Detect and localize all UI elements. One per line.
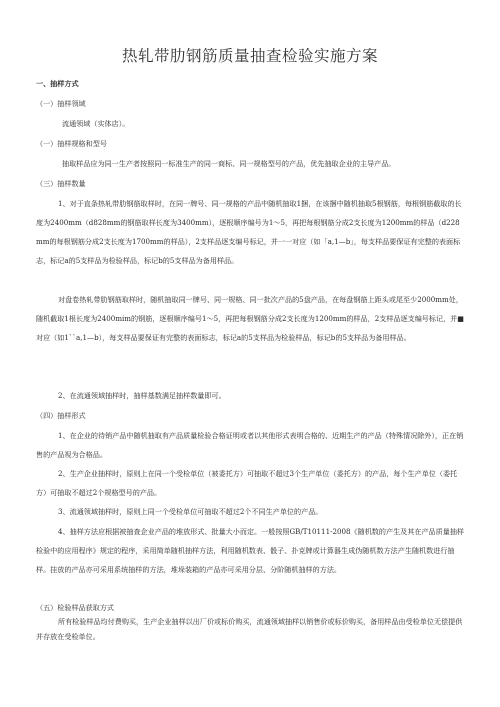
subheading-sampling-form: （四）抽样形式: [36, 411, 86, 420]
subheading-spec-model: （一）抽样规格和型号: [36, 139, 107, 148]
paragraph-form-3: 3、流通领域抽样时，原则上同一个受检单位可抽取不超过2个不同生产单位的产品。: [58, 507, 323, 516]
paragraph-sample-acquisition: 所有检验样品均付费购买，生产企业抽样以出厂价或标价购买，流通领域抽样以销售价或标价购买，备用样品由受检单位无偿提供并存放在受检单位。: [36, 617, 463, 641]
subheading-sample-quantity: （三）抽样数量: [36, 179, 86, 188]
section-heading-sampling-method: 一、抽样方式: [36, 79, 79, 88]
document-title: 热轧带肋钢筋质量抽查检验实施方案: [121, 47, 378, 65]
paragraph-field-value: 流通领域（实体店）。: [62, 119, 130, 128]
paragraph-form-4: 4、抽样方法应根据被抽查企业产品的堆放形式、批量大小而定。一般按照GB/T10111-2008《随机数的产生及其在产品质量抽样检验中的应用程序》规定的程序，采用简单随机抽样方法，利用随机数表、骰子、扑克牌或计算器生成伪随机数方法产生随机数进行抽样。挂放的产品亦可采用系统抽样的方法，堆垛装箱的产品亦可采用分层、分阶随机抽样的方法。: [36, 527, 465, 574]
paragraph-coil-sampling: 对盘卷热轧带肋钢筋取样时，随机抽取同一牌号、同一规格、同一批次产品的5盘产品，在每盘钢筋上距头或尾至少2000mm处，随机截取1根长度为2400mim的钢筋，逐根顺序编号1～5，再把每根钢筋分成2支长度为1200mm的样品，2支样品逐支编号标记，并■对应（如1``a,1—b），每支样品要保证有完整的表面标志，标记a的5支样品为检验样品，标记b的5支样品为备用样品。: [36, 295, 464, 342]
paragraph-form-1: 1、在企业的待销产品中随机抽取有产品质量检验合格证明或者以其他形式表明合格的、近期生产的产品（特殊情况除外），正在销售的产品视为合格品。: [36, 431, 464, 459]
subheading-sampling-field: （一）抽样领域: [36, 99, 86, 108]
paragraph-straight-bar-sampling: 1、对于直条热轧带肋钢筋取样时，在同一牌号、同一规格的产品中随机抽取1捆，在该捆中随机抽取5根钢筋，每根钢筋截取的长度为2400mm（d828mm的钢筋取样长度为3400mm），逐根顺序编号为1～5，再把每根钢筋分成2支长度为1200mm的样品（d228mm的每根钢筋分成2支长度为1700mm的样品），2支样品逐支编号标记，并一一对应（如「a,1—b」，每支样品要保证有完整的表面标志，标记a的5支样品为检验样品，标记b的5支样品为备用样品。: [36, 199, 462, 265]
paragraph-form-2: 2、生产企业抽样时，原则上在同一个受检单位（被委托方）可抽取不超过3个生产单位（委托方）的产品，每个生产单位（委托方）可抽取不超过2个规格型号的产品。: [36, 469, 458, 497]
paragraph-circulation-sampling: 2、在流通领域抽样时，抽样基数满足抽样数量即可。: [58, 391, 226, 400]
paragraph-spec-model: 抽取样品应为同一生产者按照同一标准生产的同一商标、同一规格型号的产品，优先抽取企业的主导产品。: [62, 159, 396, 168]
subheading-sample-acquisition: （五）检验样品获取方式: [36, 603, 115, 612]
